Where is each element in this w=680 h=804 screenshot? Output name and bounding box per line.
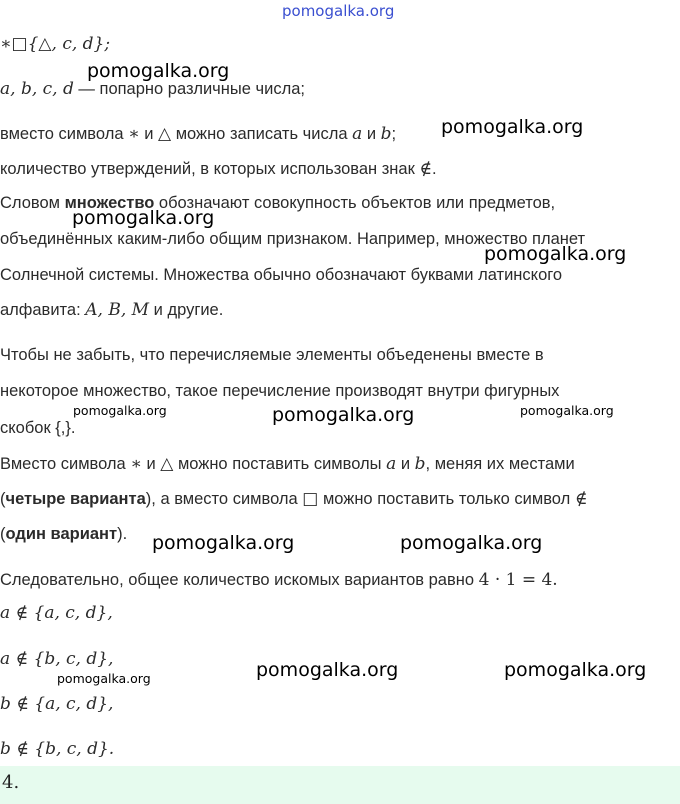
t: Следовательно, общее количество искомых вариантов равно (0, 571, 479, 589)
not-in-symbol: ∉ (419, 159, 432, 179)
formula-text: a ∉ {a, c, d}, (0, 603, 113, 623)
var-b: b (414, 454, 426, 474)
t: и (139, 125, 159, 143)
formula-4 (0, 739, 114, 759)
t: количество утверждений, в которых использован знак (0, 160, 420, 178)
formula-condition: ∗□{△, c, d}; (0, 34, 111, 54)
line-8 (0, 300, 223, 320)
line-6: объединённых каким-либо общим признаком. Например, множество планет (0, 230, 586, 248)
watermark: pomogalka.org (272, 404, 415, 426)
t: обозначают совокупность объектов или предметов, (154, 194, 556, 212)
watermark: pomogalka.org (484, 243, 627, 265)
t: и (141, 455, 161, 473)
t: Словом (0, 194, 65, 212)
var-a: a (386, 454, 397, 474)
t: ; (391, 125, 397, 143)
watermark: pomogalka.org (256, 659, 399, 681)
t: , меняя их местами (425, 455, 575, 473)
t: можно поставить только символ (318, 490, 575, 508)
formula-2 (0, 649, 113, 669)
t: вместо символа (0, 125, 129, 143)
watermark: pomogalka.org (400, 532, 543, 554)
watermark: pomogalka.org (73, 403, 167, 418)
box-symbol: □ (302, 489, 319, 509)
formula-text: b ∉ {a, c, d}, (0, 694, 114, 714)
watermark: pomogalka.org (87, 60, 230, 82)
line-1 (0, 34, 110, 54)
formula-3 (0, 694, 113, 714)
line-13 (0, 489, 587, 509)
four-variants: четыре варианта (5, 490, 146, 508)
one-variant: один вариант (5, 525, 118, 543)
text-distinct: — попарно различные числа; (73, 80, 305, 98)
watermark: pomogalka.org (72, 207, 215, 229)
var-a: a (352, 124, 363, 144)
watermark: pomogalka.org (520, 403, 614, 418)
math-result: 4 · 1 = 4. (478, 570, 558, 590)
var-b: b (380, 124, 392, 144)
watermark-top: pomogalka.org (282, 2, 395, 20)
t: Вместо символа (0, 455, 131, 473)
line-7: Солнечной системы. Множества обычно обозначают буквами латинского (0, 266, 563, 284)
line-4 (0, 159, 437, 179)
formula-text: b ∉ {b, c, d}. (0, 739, 115, 759)
math-abm: A, B, M (85, 300, 150, 320)
watermark: pomogalka.org (504, 659, 647, 681)
t: можно поставить символы (173, 455, 387, 473)
t: . (431, 160, 437, 178)
watermark: pomogalka.org (441, 116, 584, 138)
t: и другие. (149, 301, 224, 319)
answer-box (0, 766, 680, 804)
line-15 (0, 570, 558, 590)
line-11: скобок {,}. (0, 419, 76, 437)
t: ( (0, 490, 6, 508)
answer-value: 4. (2, 772, 20, 793)
watermark: pomogalka.org (57, 671, 151, 686)
t: ), а вместо символа (145, 490, 303, 508)
t: можно записать числа (171, 125, 353, 143)
formula-1 (0, 603, 113, 623)
line-12 (0, 454, 575, 474)
star-symbol: ∗ (130, 454, 142, 474)
formula-text: a ∉ {b, c, d}, (0, 649, 114, 669)
star-symbol: ∗ (128, 124, 140, 144)
triangle-symbol: △ (158, 124, 172, 144)
term-set: множество (64, 194, 155, 212)
line-2 (0, 79, 305, 99)
math-abcd: a, b, c, d (0, 79, 74, 99)
line-14 (0, 525, 127, 544)
line-9: Чтобы не забыть, что перечисляемые элементы объеденены вместе в (0, 346, 544, 364)
t: алфавита: (0, 301, 86, 319)
t: ). (117, 525, 128, 543)
not-in-symbol: ∉ (574, 489, 588, 509)
t: и (362, 125, 381, 143)
line-3 (0, 124, 396, 144)
t: и (396, 455, 415, 473)
watermark: pomogalka.org (152, 532, 295, 554)
t: ( (0, 525, 6, 543)
line-10: некоторое множество, такое перечисление производят внутри фигурных (0, 382, 560, 400)
triangle-symbol: △ (160, 454, 174, 474)
